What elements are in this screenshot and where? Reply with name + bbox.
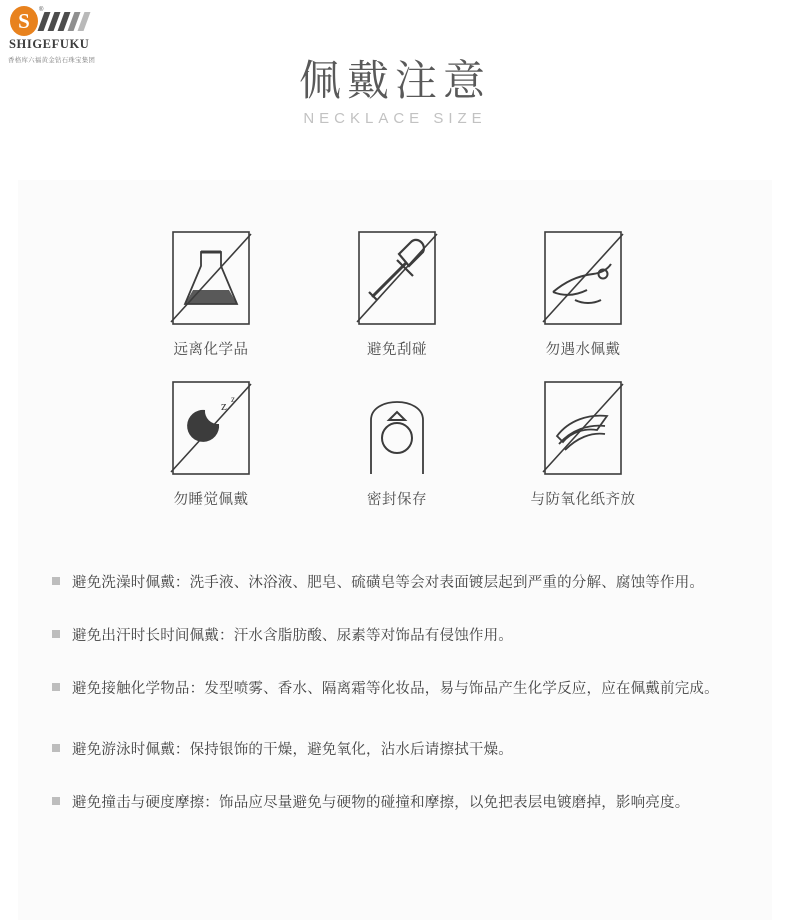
care-icon-label: 避免刮碰: [367, 342, 427, 358]
page-title: 佩戴注意: [298, 59, 491, 105]
note-text: 避免洗澡时佩戴：洗手液、沐浴液、肥皂、硫磺皂等会对表面镀层起到严重的分解、腐蚀等作用。: [72, 575, 705, 591]
care-icon-label: 勿遇水佩戴: [545, 342, 621, 358]
care-icon-item: [304, 380, 490, 530]
no-sleep-icon: [163, 380, 259, 476]
list-item: [52, 790, 742, 817]
note-text: 避免出汗时长时间佩戴：汗水含脂肪酸、尿素等对饰品有侵蚀作用。: [72, 628, 513, 644]
chemical-flask-icon: [163, 230, 259, 326]
care-notes-list: [52, 570, 742, 843]
care-icon-label: 密封保存: [367, 492, 427, 508]
care-icon-item: [118, 380, 304, 530]
list-item: [52, 737, 742, 764]
anti-oxidation-paper-icon: [535, 380, 631, 476]
brand-tagline: 香格库六福黄金钻石珠宝集团: [8, 57, 96, 64]
content-panel: [18, 180, 772, 920]
care-icon-label: 勿睡觉佩戴: [173, 492, 249, 508]
care-icon-item: [490, 230, 676, 380]
bullet-icon: [52, 577, 60, 585]
care-icon-label: 与防氧化纸齐放: [530, 492, 636, 508]
header-band: [0, 0, 790, 180]
svg-text:z: z: [221, 398, 227, 413]
bullet-icon: [52, 683, 60, 691]
bullet-icon: [52, 630, 60, 638]
care-icon-item: [490, 380, 676, 530]
care-icon-item: [118, 230, 304, 380]
list-item: [52, 623, 742, 650]
note-text: 避免撞击与硬度摩擦：饰品应尽量避免与硬物的碰撞和摩擦，以免把表层电镀磨掉，影响亮度。: [72, 795, 690, 811]
page-subtitle: NECKLACE SIZE: [303, 110, 487, 127]
brand-name: SHIGEFUKU: [9, 37, 90, 51]
care-icon-item: [304, 230, 490, 380]
svg-text:z: z: [231, 394, 235, 404]
care-icon-grid: [118, 230, 678, 530]
note-text: 避免接触化学物品：发型喷雾、香水、隔离霜等化妆品，易与饰品产生化学反应，应在佩戴前完成。: [72, 681, 719, 697]
care-icon-label: 远离化学品: [173, 342, 249, 358]
list-item: [52, 676, 742, 703]
no-water-icon: [535, 230, 631, 326]
registered-trademark-icon: ®: [39, 7, 44, 13]
logo-bars-icon: [41, 12, 91, 32]
bullet-icon: [52, 744, 60, 752]
list-item: [52, 570, 742, 597]
hammer-scratch-icon: [349, 230, 445, 326]
bullet-icon: [52, 797, 60, 805]
logo-letter-s: S: [10, 6, 38, 36]
sealed-storage-icon: [349, 380, 445, 476]
note-text: 避免游泳时佩戴：保持银饰的干燥，避免氧化，沾水后请擦拭干燥。: [72, 742, 513, 758]
